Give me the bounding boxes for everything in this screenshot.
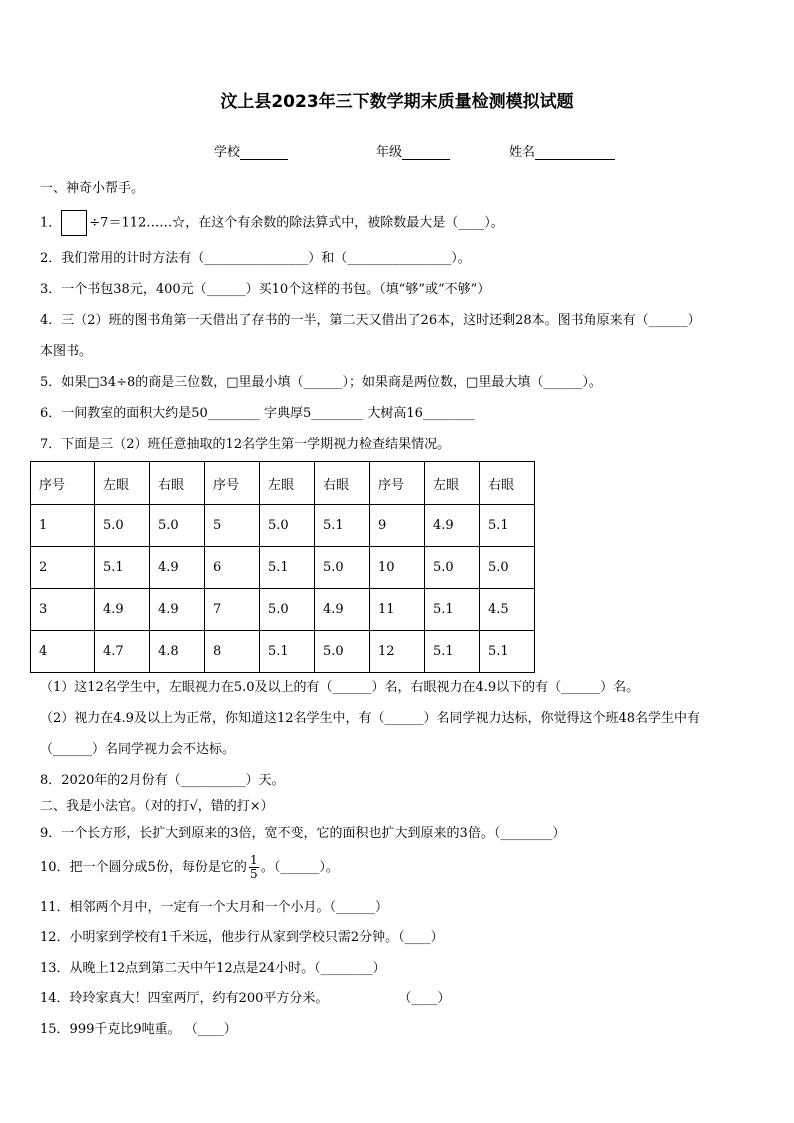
school-field: [214, 141, 288, 160]
table-cell: 6: [205, 547, 260, 589]
table-cell: 5.1: [315, 505, 370, 547]
school-label: 学校: [214, 145, 241, 160]
table-cell: 5.0: [260, 589, 315, 631]
answer-box[interactable]: [61, 210, 87, 236]
section-2-heading: 二、我是小法官。（对的打√，错的打×）: [40, 799, 274, 814]
table-cell: 4.9: [150, 547, 205, 589]
vision-table: [30, 461, 535, 673]
school-blank[interactable]: [240, 145, 288, 160]
header-cell: 右眼: [315, 462, 370, 505]
table-cell: 5.0: [315, 547, 370, 589]
grade-blank[interactable]: [402, 145, 450, 160]
table-cell: 4.7: [95, 631, 150, 673]
name-field: [509, 141, 615, 160]
question-2: 2．我们常用的计时方法有（________________）和（________________）。: [40, 251, 471, 266]
question-5: 5．如果□34÷8的商是三位数，□里最小填（______）；如果商是两位数，□里最大填（______）。: [40, 375, 602, 390]
question-14-answer: （____）: [398, 991, 451, 1006]
table-cell: 5.1: [260, 547, 315, 589]
header-cell: 序号: [370, 462, 425, 505]
question-13: 13．从晚上12点到第二天中午12点是24小时。（________）: [40, 961, 386, 976]
table-row: [31, 505, 535, 547]
header-cell: 左眼: [95, 462, 150, 505]
header-cell: 序号: [31, 462, 95, 505]
table-cell: 5.0: [480, 547, 535, 589]
table-cell: 4.8: [150, 631, 205, 673]
header-cell: 右眼: [150, 462, 205, 505]
table-cell: 2: [31, 547, 95, 589]
table-row: [31, 547, 535, 589]
question-8: 8．2020年的2月份有（__________）天。: [40, 773, 285, 788]
table-cell: 1: [31, 505, 95, 547]
table-row: [31, 631, 535, 673]
table-cell: 4.5: [480, 589, 535, 631]
section-1-heading: 一、神奇小帮手。: [40, 181, 145, 196]
table-row: [31, 589, 535, 631]
header-cell: 左眼: [425, 462, 480, 505]
name-blank[interactable]: [535, 145, 615, 160]
table-cell: 5.0: [260, 505, 315, 547]
question-4-line-2: 本图书。: [40, 344, 93, 359]
question-10-text: 10．把一个圆分成5份，每份是它的: [40, 860, 247, 875]
table-cell: 5.0: [150, 505, 205, 547]
question-15: 15．999千克比9吨重。 （____）: [40, 1022, 237, 1037]
question-14: [40, 990, 450, 1008]
question-12: 12．小明家到学校有1千米远，他步行从家到学校只需2分钟。（____）: [40, 930, 444, 945]
header-cell: 右眼: [480, 462, 535, 505]
table-cell: 9: [370, 505, 425, 547]
question-10-answer: 。（______）。: [260, 860, 339, 875]
header-cell: 序号: [205, 462, 260, 505]
table-cell: 5.1: [425, 631, 480, 673]
table-cell: 5.0: [315, 631, 370, 673]
page-title: 汶上县2023年三下数学期末质量检测模拟试题: [220, 92, 574, 112]
question-6: 6．一间教室的面积大约是50________ 字典厚5________ 大树高16________: [40, 406, 475, 421]
table-cell: 7: [205, 589, 260, 631]
table-cell: 4.9: [95, 589, 150, 631]
table-cell: 5.1: [425, 589, 480, 631]
fraction: [249, 854, 259, 881]
table-cell: 8: [205, 631, 260, 673]
table-cell: 5.1: [95, 547, 150, 589]
question-7: 7．下面是三（2）班任意抽取的12名学生第一学期视力检查结果情况。: [40, 437, 451, 452]
table-cell: 5.0: [425, 547, 480, 589]
question-4-line-1: 4．三（2）班的图书角第一天借出了存书的一半，第二天又借出了26本，这时还剩28本。图书角原来有（______）: [40, 313, 701, 328]
question-14-text: 14．玲玲家真大！四室两厅，约有200平方分米。: [40, 991, 329, 1006]
question-1: [40, 210, 504, 236]
question-7-part-1: （1）这12名学生中，左眼视力在5.0及以上的有（______）名，右眼视力在4.9以下的有（______）名。: [40, 680, 640, 695]
fraction-numerator: 1: [250, 853, 258, 867]
grade-field: [376, 141, 450, 160]
question-7-part-2-line-1: （2）视力在4.9及以上为正常，你知道这12名学生中，有（______）名同学视力达标，你觉得这个班48名学生中有: [40, 711, 701, 726]
table-cell: 4.9: [150, 589, 205, 631]
question-3: 3．一个书包38元，400元（______）买10个这样的书包。（填“够”或“不够”）: [40, 282, 491, 297]
table-cell: 5: [205, 505, 260, 547]
table-cell: 5.1: [260, 631, 315, 673]
table-cell: 11: [370, 589, 425, 631]
table-cell: 12: [370, 631, 425, 673]
table-cell: 3: [31, 589, 95, 631]
table-cell: 5.0: [95, 505, 150, 547]
grade-label: 年级: [376, 145, 403, 160]
table-header-row: [31, 462, 535, 505]
table-cell: 10: [370, 547, 425, 589]
table-cell: 5.1: [480, 505, 535, 547]
table-cell: 4.9: [425, 505, 480, 547]
table-cell: 4.9: [315, 589, 370, 631]
table-cell: 5.1: [480, 631, 535, 673]
header-cell: 左眼: [260, 462, 315, 505]
name-label: 姓名: [509, 145, 536, 160]
question-1-text: ÷7＝112……☆，在这个有余数的除法算式中，被除数最大是（____）。: [89, 215, 504, 231]
question-7-part-2-line-2: （______）名同学视力会不达标。: [40, 742, 236, 757]
question-1-number: 1．: [40, 215, 62, 231]
question-11: 11．相邻两个月中，一定有一个大月和一个小月。（______）: [40, 900, 389, 915]
fraction-denominator: 5: [250, 867, 258, 881]
question-9: 9．一个长方形，长扩大到原来的3倍，宽不变，它的面积也扩大到原来的3倍。（________）: [40, 826, 566, 841]
question-10: [40, 853, 339, 883]
table-cell: 4: [31, 631, 95, 673]
